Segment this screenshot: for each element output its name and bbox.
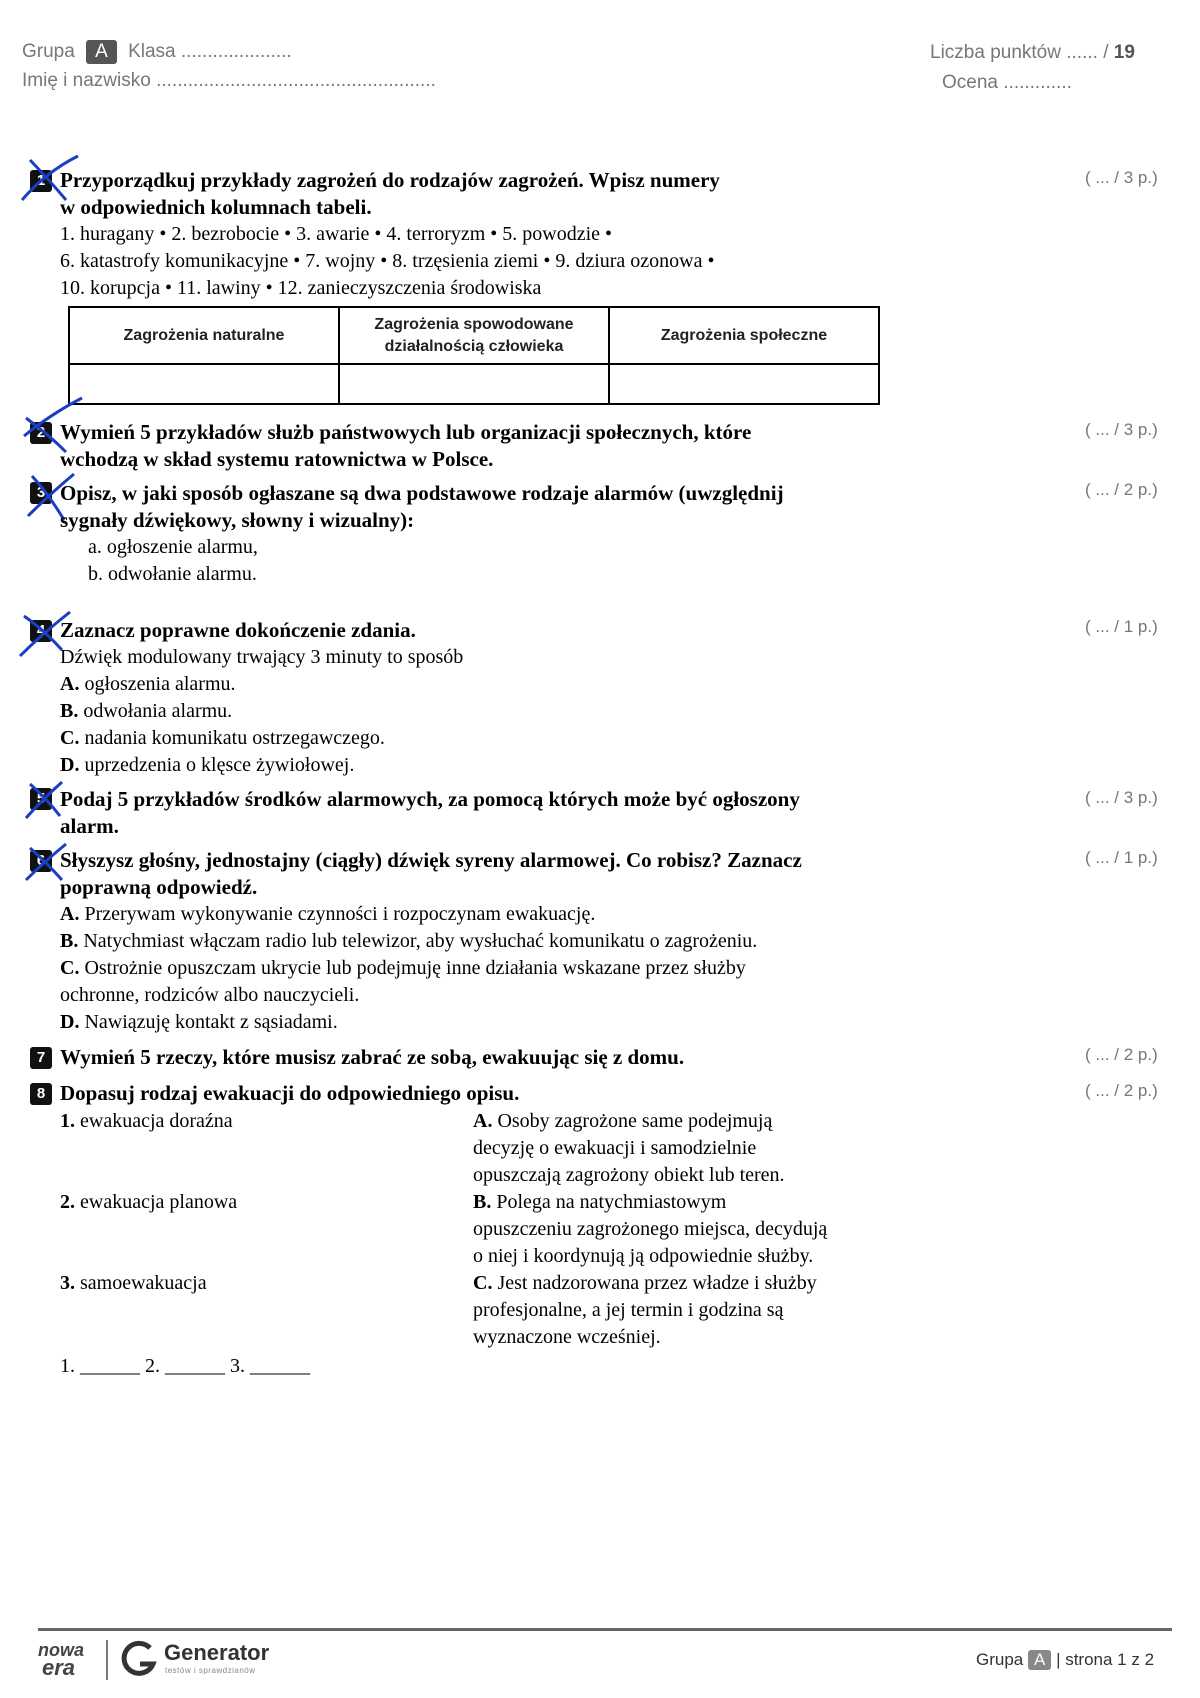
table-header-human: Zagrożenia spowodowane działalnością człowieka: [339, 307, 609, 364]
question-number-7: 7: [30, 1047, 52, 1069]
q4-option-a-letter: A.: [60, 673, 80, 695]
question-4-options: [60, 671, 385, 779]
q8-right-c-line1: Jest nadzorowana przez władze i służby: [497, 1272, 817, 1294]
q4-option-c[interactable]: [60, 725, 385, 752]
q8-right-b-line3: o niej i koordynują ją odpowiednie służby.: [473, 1245, 814, 1267]
q4-option-b[interactable]: [60, 698, 385, 725]
q8-left-item-1: [60, 1108, 233, 1135]
generator-sublabel: testów i sprawdzianów: [165, 1666, 256, 1675]
question-5-title: [60, 786, 940, 840]
question-number-3: 3: [30, 482, 52, 504]
q8-right-b-letter: B.: [473, 1191, 492, 1213]
q4-option-a-text: ogłoszenia alarmu.: [84, 673, 236, 695]
q4-option-b-letter: B.: [60, 700, 79, 722]
q6-title-line2: poprawną odpowiedź.: [60, 875, 258, 899]
question-number-4: 4: [30, 620, 52, 642]
question-number-6: 6: [30, 850, 52, 872]
footer-page-info: [976, 1650, 1154, 1670]
question-6-title: [60, 847, 940, 901]
question-number-8: 8: [30, 1083, 52, 1105]
q6-option-c-text-2: ochronne, rodziców albo nauczycieli.: [60, 984, 360, 1006]
q4-option-c-text: nadania komunikatu ostrzegawczego.: [84, 727, 385, 749]
q8-left-2-text: ewakuacja planowa: [80, 1191, 238, 1213]
q1-title-line2: w odpowiednich kolumnach tabeli.: [60, 195, 372, 219]
threats-table-header: [69, 307, 879, 364]
group-badge: A: [86, 40, 117, 64]
answer-cell-social[interactable]: [609, 364, 879, 404]
q6-option-c-text: Ostrożnie opuszczam ukrycie lub podejmuję inne działania wskazane przez służby: [84, 957, 746, 979]
q6-option-b-letter: B.: [60, 930, 79, 952]
q8-right-item-c: [473, 1270, 913, 1351]
question-6-points: ( ... / 1 p.): [1085, 848, 1158, 867]
q4-option-c-letter: C.: [60, 727, 80, 749]
question-3-items: [88, 534, 258, 588]
header-group-row: [22, 40, 292, 64]
q4-option-d-text: uprzedzenia o klęsce żywiołowej.: [84, 754, 355, 776]
q8-left-3-num: 3.: [60, 1272, 75, 1294]
question-4-stem: Dźwięk modulowany trwający 3 minuty to sposób: [60, 646, 464, 668]
question-2-title: [60, 419, 920, 473]
footer-page-number: | strona 1 z 2: [1056, 1650, 1155, 1669]
q8-right-c-line2: profesjonalne, a jej termin i godzina są: [473, 1299, 784, 1321]
q5-title-line2: alarm.: [60, 814, 119, 838]
q8-left-1-text: ewakuacja doraźna: [80, 1110, 233, 1132]
question-2-points: ( ... / 3 p.): [1085, 420, 1158, 439]
q4-option-d[interactable]: [60, 752, 385, 779]
question-1-list: [60, 221, 940, 302]
question-4-points: ( ... / 1 p.): [1085, 617, 1158, 636]
q6-option-a-letter: A.: [60, 903, 80, 925]
q8-right-item-a: [473, 1108, 913, 1189]
q6-option-c[interactable]: [60, 955, 960, 982]
q6-title-line1: Słyszysz głośny, jednostajny (ciągły) dźwięk syreny alarmowej. Co robisz? Zaznacz: [60, 848, 802, 872]
q8-right-a-line3: opuszczają zagrożony obiekt lub teren.: [473, 1164, 785, 1186]
question-7-title: Wymień 5 rzeczy, które musisz zabrać ze sobą, ewakuując się z domu.: [60, 1045, 685, 1069]
q3-title-line1: Opisz, w jaki sposób ogłaszane są dwa podstawowe rodzaje alarmów (uwzględnij: [60, 481, 784, 505]
q3-item-a: a. ogłoszenie alarmu,: [88, 536, 258, 558]
nowa-era-logo: [38, 1640, 94, 1680]
footer-divider: [38, 1628, 1172, 1631]
q6-option-d-letter: D.: [60, 1011, 80, 1033]
threats-table-answer-row: [69, 364, 879, 404]
q6-option-d-text: Nawiązuję kontakt z sąsiadami.: [84, 1011, 338, 1033]
question-3-title: [60, 480, 940, 534]
q8-left-item-3: [60, 1270, 207, 1297]
question-6-options: [60, 901, 960, 1036]
points-field: [930, 42, 1135, 64]
q8-right-a-line2: decyzję o ewakuacji i samodzielnie: [473, 1137, 757, 1159]
q6-option-c-continued: [60, 982, 960, 1009]
answer-cell-natural[interactable]: [69, 364, 339, 404]
footer-group-label: Grupa: [976, 1650, 1024, 1669]
q6-option-d[interactable]: [60, 1009, 960, 1036]
question-number-2: 2: [30, 422, 52, 444]
q2-title-line2: wchodzą w skład systemu ratownictwa w Polsce.: [60, 447, 494, 471]
question-8-points: ( ... / 2 p.): [1085, 1081, 1158, 1100]
q8-right-a-letter: A.: [473, 1110, 493, 1132]
logo-era-text: era: [42, 1655, 76, 1680]
q8-right-c-letter: C.: [473, 1272, 493, 1294]
q8-right-item-b: [473, 1189, 913, 1270]
name-field: Imię i nazwisko .....................................................: [22, 70, 436, 91]
q1-list-line3: 10. korupcja • 11. lawiny • 12. zanieczyszczenia środowiska: [60, 277, 542, 299]
group-label: Grupa: [22, 41, 75, 62]
q1-list-line2: 6. katastrofy komunikacyjne • 7. wojny • 8. trzęsienia ziemi • 9. dziura ozonowa •: [60, 250, 715, 272]
q8-right-c-line3: wyznaczone wcześniej.: [473, 1326, 661, 1348]
q8-left-item-2: [60, 1189, 237, 1216]
q8-answer-blanks[interactable]: 1. ______ 2. ______ 3. ______: [60, 1355, 310, 1377]
class-field: Klasa .....................: [128, 41, 292, 62]
generator-g-icon: [120, 1640, 160, 1680]
threats-table: [68, 306, 880, 405]
table-header-natural: Zagrożenia naturalne: [69, 307, 339, 364]
question-number-1: 1: [30, 170, 52, 192]
question-number-5: 5: [30, 788, 52, 810]
q4-option-b-text: odwołania alarmu.: [83, 700, 233, 722]
question-5-points: ( ... / 3 p.): [1085, 788, 1158, 807]
footer-logo-separator: [106, 1640, 108, 1680]
q1-title-line1: Przyporządkuj przykłady zagrożeń do rodzajów zagrożeń. Wpisz numery: [60, 168, 720, 192]
question-4-title: Zaznacz poprawne dokończenie zdania.: [60, 618, 416, 642]
question-1-title: [60, 167, 920, 221]
question-3-points: ( ... / 2 p.): [1085, 480, 1158, 499]
grade-field: Ocena .............: [942, 72, 1072, 93]
question-7-points: ( ... / 2 p.): [1085, 1045, 1158, 1064]
question-8-title: Dopasuj rodzaj ewakuacji do odpowiedniego opisu.: [60, 1081, 520, 1105]
q4-option-d-letter: D.: [60, 754, 80, 776]
q4-option-a[interactable]: [60, 671, 385, 698]
q8-left-1-num: 1.: [60, 1110, 75, 1132]
points-total: 19: [1113, 42, 1135, 63]
table-header-social: Zagrożenia społeczne: [609, 307, 879, 364]
q6-option-a[interactable]: [60, 901, 960, 928]
q3-title-line2: sygnały dźwiękowy, słowny i wizualny):: [60, 508, 415, 532]
q6-option-a-text: Przerywam wykonywanie czynności i rozpoczynam ewakuację.: [84, 903, 596, 925]
logo-nowa-text: nowa: [38, 1640, 85, 1660]
answer-cell-human[interactable]: [339, 364, 609, 404]
footer-group-badge: A: [1028, 1650, 1051, 1670]
question-1-points: ( ... / 3 p.): [1085, 168, 1158, 187]
q6-option-c-letter: C.: [60, 957, 80, 979]
q5-title-line1: Podaj 5 przykładów środków alarmowych, za pomocą których może być ogłoszony: [60, 787, 800, 811]
q8-right-b-line2: opuszczeniu zagrożonego miejsca, decydują: [473, 1218, 828, 1240]
points-label: Liczba punktów ...... /: [930, 42, 1109, 63]
q6-option-b-text: Natychmiast włączam radio lub telewizor, aby wysłuchać komunikatu o zagrożeniu.: [83, 930, 758, 952]
q8-right-a-line1: Osoby zagrożone same podejmują: [497, 1110, 773, 1132]
q2-title-line1: Wymień 5 przykładów służb państwowych lub organizacji społecznych, które: [60, 420, 752, 444]
generator-label: Generator: [164, 1640, 270, 1665]
q3-item-b: b. odwołanie alarmu.: [88, 563, 257, 585]
q8-left-3-text: samoewakuacja: [80, 1272, 207, 1294]
q6-option-b[interactable]: [60, 928, 960, 955]
q8-left-2-num: 2.: [60, 1191, 75, 1213]
q1-list-line1: 1. huragany • 2. bezrobocie • 3. awarie • 4. terroryzm • 5. powodzie •: [60, 223, 613, 245]
q8-right-b-line1: Polega na natychmiastowym: [496, 1191, 727, 1213]
